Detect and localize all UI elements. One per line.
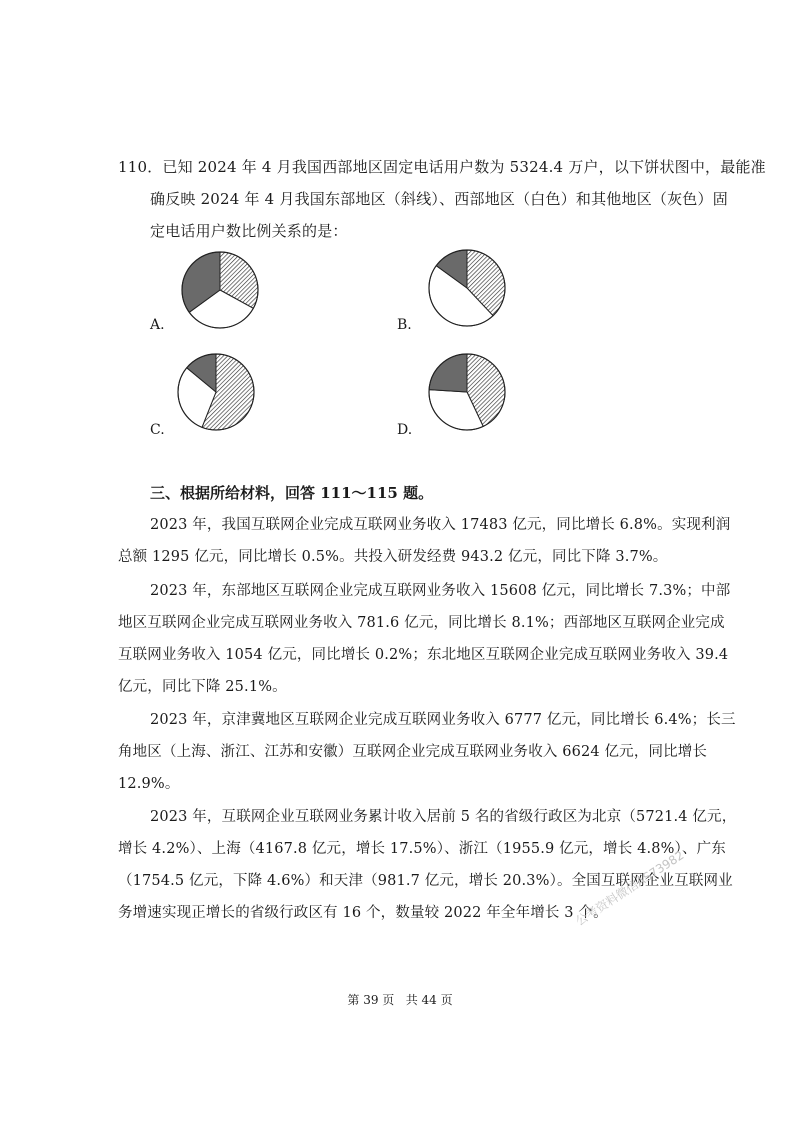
material-line: 总额 1295 亿元，同比增长 0.5%。共投入研发经费 943.2 亿元，同比下降 3.7%。	[118, 549, 668, 565]
option-d-pie-chart	[427, 352, 507, 432]
section-title: 三、根据所给材料，回答 111～115 题。	[150, 484, 434, 502]
material-line: （1754.5 亿元，下降 4.6%）和天津（981.7 亿元，增长 20.3%）。全国互联网企业互联网业	[118, 873, 733, 889]
material-line: 12.9%。	[118, 776, 180, 792]
option-b-label: B.	[397, 317, 412, 333]
material-line: 2023 年，京津冀地区互联网企业完成互联网业务收入 6777 亿元，同比增长 6.4%；长三	[150, 712, 736, 728]
material-line: 2023 年，东部地区互联网企业完成互联网业务收入 15608 亿元，同比增长 7.3%；中部	[150, 583, 731, 599]
question-110-line-1: 110．已知 2024 年 4 月我国西部地区固定电话用户数为 5324.4 万户，以下饼状图中，最能准	[118, 158, 766, 176]
material-line: 务增速实现正增长的省级行政区有 16 个，数量较 2022 年全年增长 3 个。	[118, 905, 608, 921]
material-line: 2023 年，我国互联网企业完成互联网业务收入 17483 亿元，同比增长 6.8%。实现利润	[150, 517, 731, 533]
option-b-pie-chart	[427, 248, 507, 328]
option-a-pie-chart	[180, 250, 260, 330]
option-a-label: A.	[150, 317, 165, 333]
material-line: 增长 4.2%）、上海（4167.8 亿元，增长 17.5%）、浙江（1955.9 亿元，增长 4.8%）、广东	[118, 841, 726, 857]
option-c-label: C.	[150, 422, 165, 438]
watermark: 公考资料微信AS73982	[573, 848, 687, 929]
material-line: 亿元，同比下降 25.1%。	[118, 679, 287, 695]
option-d-label: D.	[397, 422, 413, 438]
material-line: 2023 年，互联网企业互联网业务累计收入居前 5 名的省级行政区为北京（5721.4 亿元，	[150, 809, 737, 825]
question-110-line-3: 定电话用户数比例关系的是：	[150, 222, 348, 240]
option-c-pie-chart	[176, 352, 256, 432]
page-footer: 第 39 页 共 44 页	[347, 993, 453, 1007]
question-110-line-2: 确反映 2024 年 4 月我国东部地区（斜线）、西部地区（白色）和其他地区（灰色）固	[150, 190, 728, 208]
material-line: 角地区（上海、浙江、江苏和安徽）互联网企业完成互联网业务收入 6624 亿元，同比增长	[118, 744, 708, 760]
material-line: 地区互联网企业完成互联网业务收入 781.6 亿元，同比增长 8.1%；西部地区互联网企业完成	[118, 615, 725, 631]
material-line: 互联网业务收入 1054 亿元，同比增长 0.2%；东北地区互联网企业完成互联网业务收入 39.4	[118, 647, 729, 663]
